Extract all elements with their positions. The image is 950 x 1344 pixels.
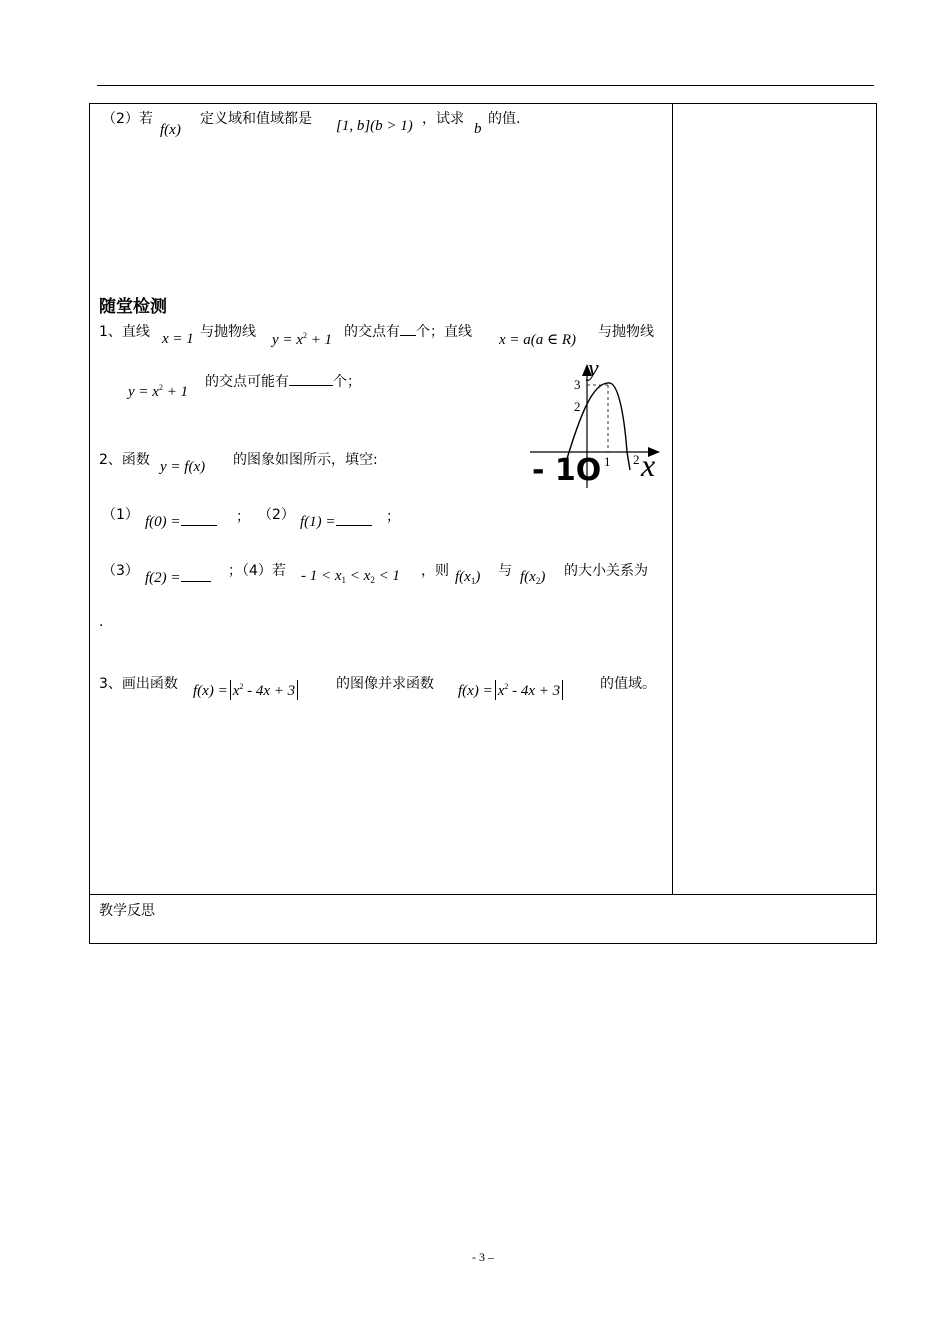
q2-p3: （3）	[102, 563, 139, 579]
q3-t2: 的值域。	[600, 676, 656, 692]
q1-t4: 与抛物线	[598, 324, 654, 340]
q2-f0: f(0) =	[145, 513, 217, 531]
q1-t1: 与抛物线	[200, 324, 256, 340]
q2-sep3-p4: ；（4）若	[228, 563, 286, 579]
q3-num: 3、画出函数	[99, 676, 178, 692]
part2-interval: [1, b](b > 1)	[336, 118, 413, 134]
q1-eq3: x = a(a ∈ R)	[499, 332, 577, 348]
table-row-divider	[89, 894, 877, 895]
graph-tick-x1: 1	[604, 454, 611, 469]
q2-t1: 的图象如图所示，填空:	[233, 452, 378, 468]
q2-t4: 的大小关系为	[564, 563, 648, 579]
q3-t1: 的图像并求函数	[336, 676, 434, 692]
graph-tick-y3: 3	[574, 377, 581, 392]
q1-blank-1[interactable]	[400, 323, 416, 336]
graph-tick-y2: 2	[574, 399, 581, 414]
q2-period: .	[99, 614, 104, 630]
part2-fx: f(x)	[160, 122, 181, 138]
q1-blank-2[interactable]	[289, 373, 333, 386]
q2-p1: （1）	[102, 507, 139, 523]
q2-f1: f(1) =	[300, 513, 372, 531]
q1-eq2: $y = x^2 + 1$	[272, 331, 333, 348]
q2-t3: 与	[498, 563, 512, 579]
q1-t5-line: 的交点可能有 个；	[205, 374, 361, 390]
reflection-label: 教学反思	[99, 903, 155, 919]
q2-fx1: $f(x_1)$	[455, 569, 481, 586]
table-column-divider	[672, 103, 673, 895]
page-number: - 3 –	[472, 1250, 494, 1264]
q2-blank-f0[interactable]	[181, 513, 217, 526]
part2-label: （2）若	[102, 111, 153, 127]
q2-blank-f1[interactable]	[336, 513, 372, 526]
q2-f2: f(2) =	[145, 569, 211, 587]
graph-y-label: y	[588, 356, 599, 382]
graph-tick-x2: 2	[633, 452, 640, 467]
q1-eq1: x = 1	[162, 331, 194, 347]
graph-origin-label: - 1O	[532, 453, 602, 488]
q2-blank-f2[interactable]	[181, 569, 211, 582]
part2-text3: 的值.	[488, 111, 521, 127]
q2-sep2: ；	[386, 509, 400, 525]
q1-eq4: $y = x^2 + 1$	[128, 383, 189, 400]
q2-p2: （2）	[258, 507, 295, 523]
graph-x-label: x	[641, 447, 656, 483]
section-title: 随堂检测	[99, 297, 167, 317]
header-rule	[97, 85, 874, 86]
q3-fx-1: $f(x) = x^2 - 4x + 3$	[193, 680, 300, 700]
part2-text2: ，试求	[422, 111, 464, 127]
q1-num: 1、直线	[99, 324, 150, 340]
q2-eq: y = f(x)	[160, 459, 206, 475]
q3-fx-2: $f(x) = x^2 - 4x + 3$	[458, 680, 565, 700]
q2-sep1: ；	[236, 509, 250, 525]
part2-var: b	[474, 121, 482, 137]
part2-line	[102, 108, 153, 128]
q2-t2: ，则	[421, 563, 449, 579]
function-graph	[524, 352, 670, 492]
part2-text1: 定义域和值域都是	[200, 111, 312, 127]
q2-fx2: $f(x_2)$	[520, 569, 546, 586]
q2-ineq: - $1 < x_1 < x_2 < 1$	[301, 568, 400, 585]
q2-num: 2、函数	[99, 452, 150, 468]
q1-t2: 的交点有 个；直线	[344, 324, 472, 340]
